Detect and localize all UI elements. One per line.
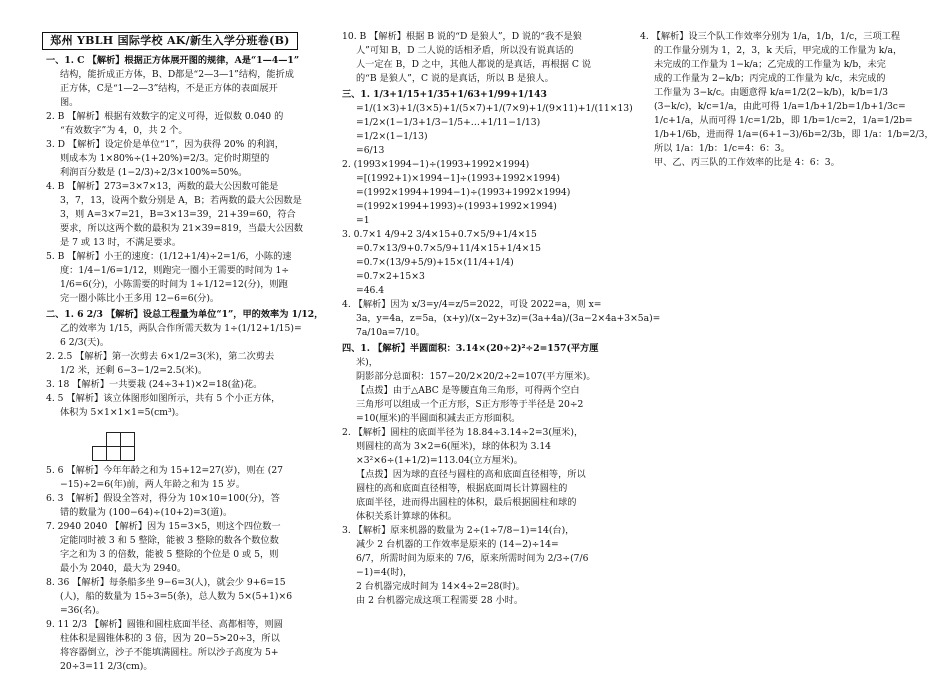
answer-item-line: 2. B 【解析】根据有效数字的定义可得，近似数 0.040 的 <box>46 111 284 122</box>
answer-item-line: 8. 36 【解析】每条船多坐 9−6=3(人)，就会少 9+6=15 <box>46 577 286 588</box>
answer-continuation-line: 圆柱的高和底面直径相等，根据底面周长计算圆柱的 <box>356 483 568 494</box>
answer-item-line: 2. (1993×1994−1)÷(1993+1992×1994) <box>342 159 530 170</box>
answer-continuation-line: 1/b+1/6b，进而得 1/a=(6+1−3)/6b=2/3b，即 1/a：1/b=2/3， <box>654 129 934 140</box>
answer-item-line: 5. 6 【解析】今年年龄之和为 15+12=27(岁)，则在 (27 <box>46 465 284 476</box>
cube-block <box>120 432 135 447</box>
answer-continuation-line: 则圆柱的高为 3×2=6(厘米)，球的体积为 3.14 <box>356 441 552 452</box>
answer-continuation-line: ×3²×6÷(1+1/2)=113.04(立方厘米)。 <box>356 455 523 466</box>
answer-continuation-line: 体积关系计算球的体积。 <box>356 511 458 522</box>
answer-item-line: 2. 2.5 【解析】第一次剪去 6×1/2=3(米)，第二次剪去 <box>46 351 275 362</box>
answer-continuation-line: 人”可知 B，D 二人说的话相矛盾，所以没有说真话的 <box>356 45 574 56</box>
answer-continuation-line: −1)=4(时)， <box>356 567 413 578</box>
answer-item-line: 5. B 【解析】小王的速度：(1/12+1/4)÷2=1/6，小陈的速 <box>46 251 292 262</box>
answer-continuation-line: 底面半径，进而得出圆柱的体积，最后根据圆柱和球的 <box>356 497 577 508</box>
cube-block <box>120 446 135 461</box>
answer-continuation-line: 则成本为 1×80%÷(1+20%)=2/3。定价时期望的 <box>60 153 270 164</box>
answer-continuation-line: =6/13 <box>356 145 385 156</box>
answer-item-line: 9. 11 2/3 【解析】圆锥和圆柱底面半径、高都相等，则圆 <box>46 619 283 630</box>
answer-continuation-line: 1/6=6(分)，小陈需要的时间为 1÷1/12=12(分)，则跑 <box>60 279 288 290</box>
column-right <box>640 30 934 170</box>
answer-continuation-line: =0.7×(13/9+5/9)+15×(11/4+1/4) <box>356 257 514 268</box>
answer-continuation-line: 结构，能折成正方体，B、D都是“2—3—1”结构，能折成 <box>60 69 294 80</box>
answer-continuation-line: 正方体，C是“1—2—3”结构，不是正方体的表面展开 <box>60 83 278 94</box>
answer-continuation-line: 体积为 5×1×1×1=5(cm³)。 <box>60 407 185 418</box>
answer-continuation-line: 完一圈小陈比小王多用 12−6=6(分)。 <box>60 293 220 304</box>
cube-block <box>106 432 121 447</box>
answer-continuation-line: 将容器倒立，沙子不能填满圆柱。所以沙子高度为 5+ <box>60 647 279 658</box>
answer-continuation-line: =0.7×13/9+0.7×5/9+11/4×15+1/4×15 <box>356 243 542 254</box>
answer-item-line: 2. 【解析】圆柱的底面半径为 18.84÷3.14÷2=3(厘米)， <box>342 427 584 438</box>
cube-block <box>106 446 121 461</box>
answer-item-line: 四、1. 【解析】半圆面积：3.14×(20÷2)²÷2=157(平方厘 <box>342 343 599 354</box>
answer-continuation-line: 所以 1/a：1/b：1/c=4：6：3。 <box>654 143 790 154</box>
answer-continuation-line: 的工作量分别为 1，2，3，k 天后，甲完成的工作量为 k/a， <box>654 45 903 56</box>
answer-continuation-line: 人一定在 B，D 之中，其他人都说的是真话，再根据 C 说 <box>356 59 591 70</box>
answer-continuation-line: =46.4 <box>356 285 385 296</box>
answer-item-line: 10. B 【解析】根据 B 说的“D 是狼人”，D 说的“我不是狼 <box>342 31 582 42</box>
answer-item-line: 3. D 【解析】设定价是单位“1”，因为获得 20% 的利润， <box>46 139 285 150</box>
answer-continuation-line: 柱体积是圆锥体积的 3 倍，因为 20−5>20÷3，所以 <box>60 633 280 644</box>
answer-continuation-line: 要求，所以这两个数的最积为 21×39=819，当最大公因数 <box>60 223 303 234</box>
answer-continuation-line: “有效数字”为 4，0，共 2 个。 <box>60 125 188 136</box>
answer-continuation-line: =(1992×1994+1994−1)÷(1993+1992×1994) <box>356 187 571 198</box>
answer-continuation-line: =1/(1×3)+1/(3×5)+1/(5×7)+1/(7×9)+1/(9×11)+1/(11×13) <box>356 103 633 114</box>
column-left <box>46 52 326 674</box>
answer-item-line: 3. 0.7×1 4/9+2 3/4×15+0.7×5/9+1/4×15 <box>342 229 537 240</box>
answer-continuation-line: (人)，船的数量为 15÷3=5(条)，总人数为 5×(5+1)×6 <box>60 591 293 602</box>
answer-continuation-line: 利润百分数是 (1−2/3)÷2/3×100%=50%。 <box>60 167 248 178</box>
answer-continuation-line: 成的工作量为 2−k/b；丙完成的工作量为 k/c，未完成的 <box>654 73 886 84</box>
answer-continuation-line: 错的数量为 (100−64)÷(10+2)=3(道)。 <box>60 507 233 518</box>
answer-continuation-line: 米)， <box>356 357 378 368</box>
cube-block <box>92 446 107 461</box>
answer-item-line: 4. 5 【解析】该立体图形如图所示，共有 5 个小正方体， <box>46 393 281 404</box>
answer-continuation-line: 3，7，13，设两个数分别是 A，B；若两数的最大公因数是 <box>60 195 302 206</box>
answer-item-line: 二、1. 6 2/3 【解析】设总工程量为单位“1”，甲的效率为 1/12， <box>46 309 324 320</box>
answer-continuation-line: 减少 2 台机器的工作效率是原来的 (14−2)÷14= <box>356 539 559 550</box>
answer-continuation-line: 乙的效率为 1/15，两队合作所需天数为 1÷(1/12+1/15)= <box>60 323 302 334</box>
answer-item-line: 4. 【解析】设三个队工作效率分别为 1/a，1/b，1/c，三项工程 <box>640 31 901 42</box>
answer-continuation-line: 甲、乙、丙三队的工作效率的比是 4：6：3。 <box>654 157 840 168</box>
answer-continuation-line: 的“B 是狼人”，C 说的是真话，所以 B 是狼人。 <box>356 73 554 84</box>
answer-item-line: 7. 2940 2040 【解析】因为 15=3×5，则这个四位数一 <box>46 521 281 532</box>
answer-continuation-line: 【点拨】因为球的直径与圆柱的高和底面直径相等，所以 <box>356 469 586 480</box>
answer-item-line: 3. 18 【解析】一共要栽 (24÷3+1)×2=18(盆)花。 <box>46 379 263 390</box>
answer-continuation-line: 未完成的工作量为 1−k/a；乙完成的工作量为 k/b，未完 <box>654 59 886 70</box>
answer-item-line: 三、1. 1/3+1/15+1/35+1/63+1/99+1/143 <box>342 89 547 100</box>
answer-continuation-line: 【点拨】由于△ABC 是等腰直角三角形，可得两个空白 <box>356 385 580 396</box>
answer-continuation-line: 3，则 A=3×7=21，B=3×13=39，21+39=60，符合 <box>60 209 296 220</box>
answer-continuation-line: 20÷3=11 2/3(cm)。 <box>60 661 153 672</box>
answer-continuation-line: =36(名)。 <box>60 605 105 616</box>
answer-continuation-line: 6 2/3(天)。 <box>60 337 110 348</box>
answer-continuation-line: 1/c+1/a，从而可得 1/c=1/2b，即 1/b=1/c=2，1/a=1/2b= <box>654 115 913 126</box>
answer-continuation-line: 2 台机器完成时间为 14×4÷2=28(时)。 <box>356 581 525 592</box>
column-middle <box>342 30 661 608</box>
answer-continuation-line: 7a/10a=7/10。 <box>356 327 426 338</box>
answer-continuation-line: =(1992×1994+1993)÷(1993+1992×1994) <box>356 201 557 212</box>
answer-continuation-line: 阴影部分总面积：157−20/2×20/2÷2=107(平方厘米)。 <box>356 371 596 382</box>
answer-continuation-line: 1/2 米，还剩 6−3−1/2=2.5(米)。 <box>60 365 208 376</box>
answer-continuation-line: (3−k/c)，k/c=1/a，由此可得 1/a=1/b+1/2b=1/b+1/3c= <box>654 101 906 112</box>
answer-continuation-line: 字之和为 3 的倍数，能被 5 整除的个位是 0 或 5，则 <box>60 549 279 560</box>
answer-continuation-line: 是 7 或 13 时，不满足要求。 <box>60 237 182 248</box>
answer-continuation-line: 度：1/4−1/6=1/12，则跑完一圈小王需要的时间为 1÷ <box>60 265 290 276</box>
answer-continuation-line: −15)÷2=6(年)前，两人年龄之和为 15 岁。 <box>60 479 246 490</box>
answer-continuation-line: 工作量为 3−k/c。由题意得 k/a=1/2(2−k/b)，k/b=1/3 <box>654 87 888 98</box>
answer-continuation-line: 由 2 台机器完成这项工程需要 28 小时。 <box>356 595 524 606</box>
answer-item-line: 一、1. C 【解析】根据正方体展开图的规律，A是“1—4—1” <box>46 55 300 66</box>
answer-continuation-line: =[(1992+1)×1994−1]÷(1993+1992×1994) <box>356 173 560 184</box>
answer-continuation-line: =0.7×2+15×3 <box>356 271 425 282</box>
answer-continuation-line: 3a，y=4a，z=5a，(x+y)/(x−2y+3z)=(3a+4a)/(3a−2×4a+3×5a)= <box>356 313 661 324</box>
answer-continuation-line: 三角形可以组成一个正方形，S正方形等于半径是 20÷2 <box>356 399 584 410</box>
answer-continuation-line: 图。 <box>60 97 79 108</box>
cube-figure <box>92 424 162 460</box>
answer-continuation-line: =1 <box>356 215 370 226</box>
answer-item-line: 3. 【解析】原来机器的数量为 2÷(1÷7/8−1)=14(台)， <box>342 525 575 536</box>
answer-continuation-line: 最小为 2040，最大为 2940。 <box>60 563 187 574</box>
answer-continuation-line: =1/2×(1−1/13) <box>356 131 428 142</box>
answer-item-line: 6. 3 【解析】假设全答对，得分为 10×10=100(分)，答 <box>46 493 280 504</box>
answer-continuation-line: 6/7，所需时间为原来的 7/6，原来所需时间为 2/3÷(7/6 <box>356 553 589 564</box>
answer-continuation-line: 定能同时被 3 和 5 整除，能被 3 整除的数各个数位数 <box>60 535 279 546</box>
answer-item-line: 4. B 【解析】273=3×7×13，两数的最大公因数可能是 <box>46 181 279 192</box>
answer-continuation-line: =10(厘米)的半圆面积减去正方形面积。 <box>356 413 521 424</box>
answer-item-line: 4. 【解析】因为 x/3=y/4=z/5=2022，可设 2022=a，则 x= <box>342 299 602 310</box>
answer-continuation-line: =1/2×(1−1/3+1/3−1/5+…+1/11−1/13) <box>356 117 541 128</box>
page-title: 郑州 YBLH 国际学校 AK/新生入学分班卷(B) <box>42 32 298 50</box>
